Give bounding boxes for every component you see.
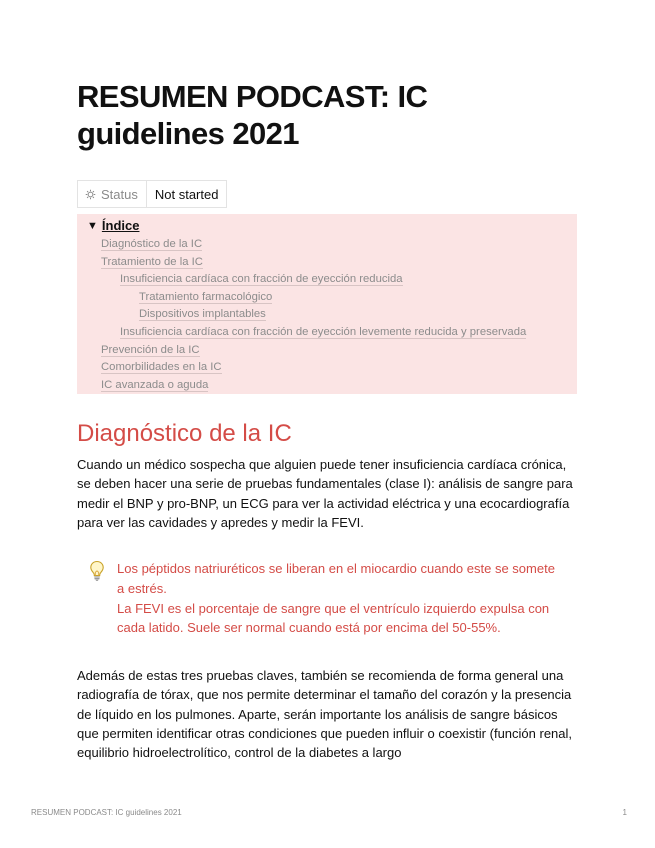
property-row	[77, 180, 227, 208]
callout-text	[117, 559, 559, 638]
property-status-value[interactable]: Not started	[154, 186, 219, 202]
toc-item[interactable]: Dispositivos implantables	[139, 308, 266, 321]
footer-title: RESUMEN PODCAST: IC guidelines 2021	[31, 808, 182, 817]
page-number: 1	[622, 808, 627, 817]
toc-item[interactable]: Prevención de la IC	[101, 343, 200, 356]
section-heading: Diagnóstico de la IC	[77, 420, 292, 447]
toc-item[interactable]: IC avanzada o aguda	[101, 378, 209, 391]
callout-line: La FEVI es el porcentaje de sangre que el ventrículo izquierdo expulsa con cada latido. Suele ser normal cuando está por encima del 50-55%.	[117, 600, 550, 636]
page-footer	[31, 808, 627, 817]
property-status-label: Status	[78, 181, 147, 207]
toc-item[interactable]: Tratamiento de la IC	[101, 255, 203, 268]
callout-line: Los péptidos natriuréticos se liberan en el miocardio cuando este se somete a estrés.	[117, 561, 555, 596]
paragraph: Cuando un médico sospecha que alguien puede tener insuficiencia cardíaca crónica, se deben hacer una serie de pruebas fundamentales (clase I): análisis de sangre para medir el BNP y pro-BNP, un ECG para ver la actividad eléctrica y una ecocardiografía para ver las cavidades y apredes y medir la FEVI.	[77, 457, 573, 530]
triangle-down-icon: ▼	[87, 220, 98, 232]
toc-item[interactable]: Tratamiento farmacológico	[139, 290, 273, 303]
toc-toggle-block	[77, 214, 577, 394]
status-icon	[85, 189, 96, 200]
callout	[89, 559, 559, 638]
toc-item[interactable]: Diagnóstico de la IC	[101, 238, 203, 250]
toc-list	[87, 236, 577, 394]
page-title: RESUMEN PODCAST: IC guidelines 2021	[77, 79, 428, 151]
lightbulb-icon	[89, 559, 117, 638]
toc-title: Índice	[101, 218, 140, 233]
toc-item[interactable]: Comorbilidades en la IC	[101, 361, 222, 374]
paragraph: Además de estas tres pruebas claves, también se recomienda de forma general una radiografía de tórax, que nos permite determinar el tamaño del corazón y la presencia de líquido en los pulmones. Aparte, serán importante los análisis de sangre básicos que permiten identificar otras condiciones que pueden influir o coexistir (función renal, equilibrio hidroelectrolítico, control de la diabetes a largo	[77, 668, 573, 761]
toc-item[interactable]: Insuficiencia cardíaca con fracción de eyección reducida	[120, 273, 403, 286]
toc-item[interactable]: Insuficiencia cardíaca con fracción de eyección levemente reducida y preservada	[120, 325, 527, 338]
toc-toggle[interactable]	[87, 218, 577, 234]
